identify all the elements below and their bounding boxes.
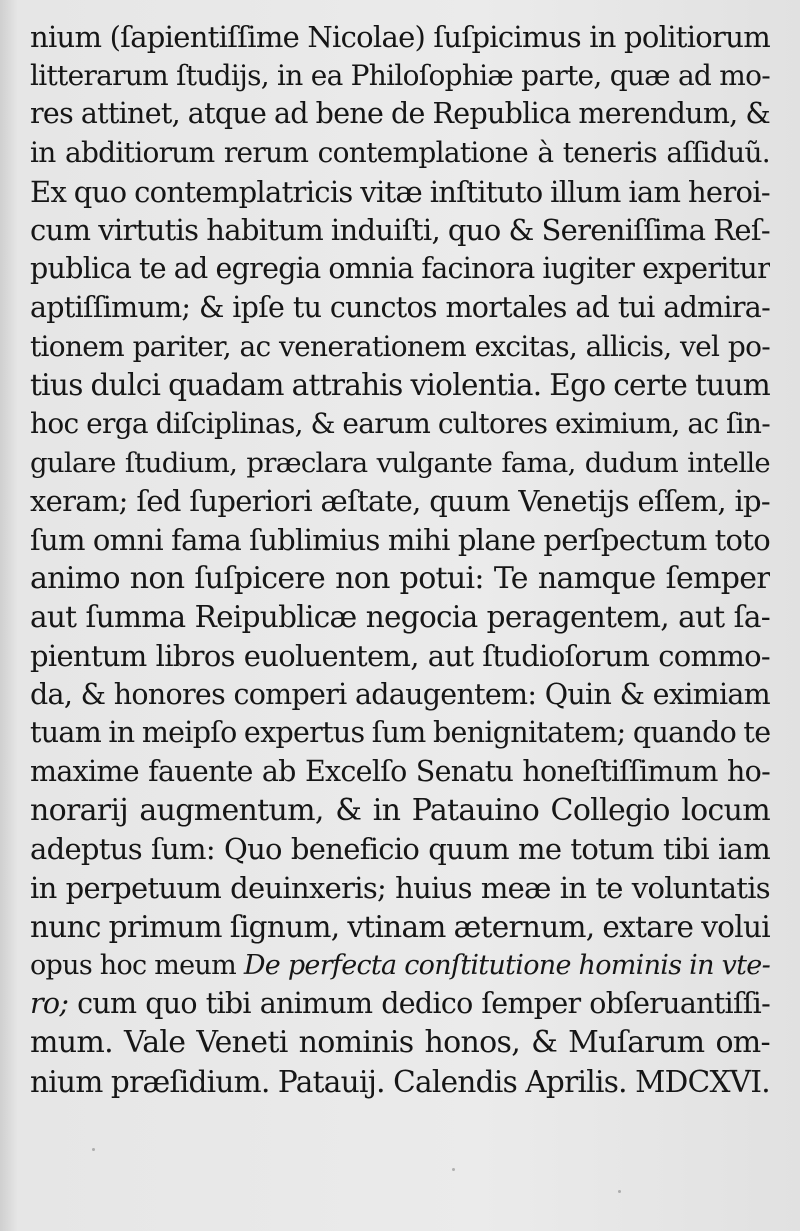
text-line-mixed <box>30 947 770 986</box>
body-text <box>30 18 770 1101</box>
text-line: gulare ſtudium, præclara vulgante fama, dudum intelle <box>30 446 770 479</box>
text-line-mixed <box>30 985 770 1024</box>
text-line: in perpetuum deuinxeris; huius meæ in te voluntatis <box>30 871 770 906</box>
text-line: tius dulci quadam attrahis violentia. Ego certe tuum <box>30 368 770 403</box>
ink-speck <box>618 1190 621 1193</box>
text-line: in abditiorum rerum contemplatione à teneris aſſiduũ. <box>30 136 770 170</box>
text-line: tuam in meipſo expertus ſum benignitatem; quando te <box>30 716 770 750</box>
text-line: nunc primum ſignum, vtinam æternum, extare volui <box>30 909 770 944</box>
text-line: da, & honores comperi adaugentem: Quin & eximiam <box>30 677 770 711</box>
text-line: res attinet, atque ad bene de Republica merendum, & <box>30 97 770 131</box>
closing-dateline: nium præſidium. Patauij. Calendis Aprilis. MDCXVI. <box>30 1064 770 1099</box>
text-line: cum virtutis habitum induiſti, quo & Sereniſſima Reſ- <box>30 213 770 248</box>
text-line: pientum libros euoluentem, aut ſtudioſorum commo- <box>30 639 770 673</box>
text-line: litterarum ſtudijs, in ea Philoſophiæ parte, quæ ad mo- <box>30 58 770 92</box>
text-line: xeram; ſed ſuperiori æſtate, quum Venetijs eſſem, ip- <box>30 484 770 519</box>
text-line: publica te ad egregia omnia facinora iugiter experitur <box>30 252 770 286</box>
text-line: maxime fauente ab Excelſo Senatu honeſtiſſimum ho- <box>30 755 770 789</box>
text-fragment: opus hoc meum <box>30 949 237 981</box>
ink-speck <box>452 1168 455 1171</box>
text-line: ſum omni fama ſublimius mihi plane perſpectum toto <box>30 522 770 557</box>
book-title-italic: De perfecta conſtitutione hominis in vte- <box>243 949 770 981</box>
text-line: adeptus ſum: Quo beneficio quum me totum tibi iam <box>30 832 770 867</box>
text-line: nium (ſapientiſſime Nicolae) ſuſpicimus in politiorum <box>30 20 770 54</box>
text-line: aptiſſimum; & ipſe tu cunctos mortales ad tui admira- <box>30 290 770 324</box>
text-line: norarij augmentum, & in Patauino Collegio locum <box>30 792 770 828</box>
text-line: mum. Vale Veneti nominis honos, & Muſarum om- <box>30 1024 770 1060</box>
ink-speck <box>92 1148 95 1151</box>
text-line: hoc erga diſciplinas, & earum cultores eximium, ac ſin- <box>30 406 770 440</box>
text-line: tionem pariter, ac venerationem excitas, allicis, vel po- <box>30 329 770 363</box>
text-line: Ex quo contemplatricis vitæ inſtituto illum iam heroi- <box>30 174 770 209</box>
text-line: aut ſumma Reipublicæ negocia peragentem, aut ſa- <box>30 600 770 635</box>
text-line: animo non ſuſpicere non potui: Te namque ſemper <box>30 560 770 596</box>
text-fragment: cum quo tibi animum dedico ſemper obſeruantiſſi- <box>77 987 770 1021</box>
book-title-italic: ro; <box>30 987 69 1021</box>
